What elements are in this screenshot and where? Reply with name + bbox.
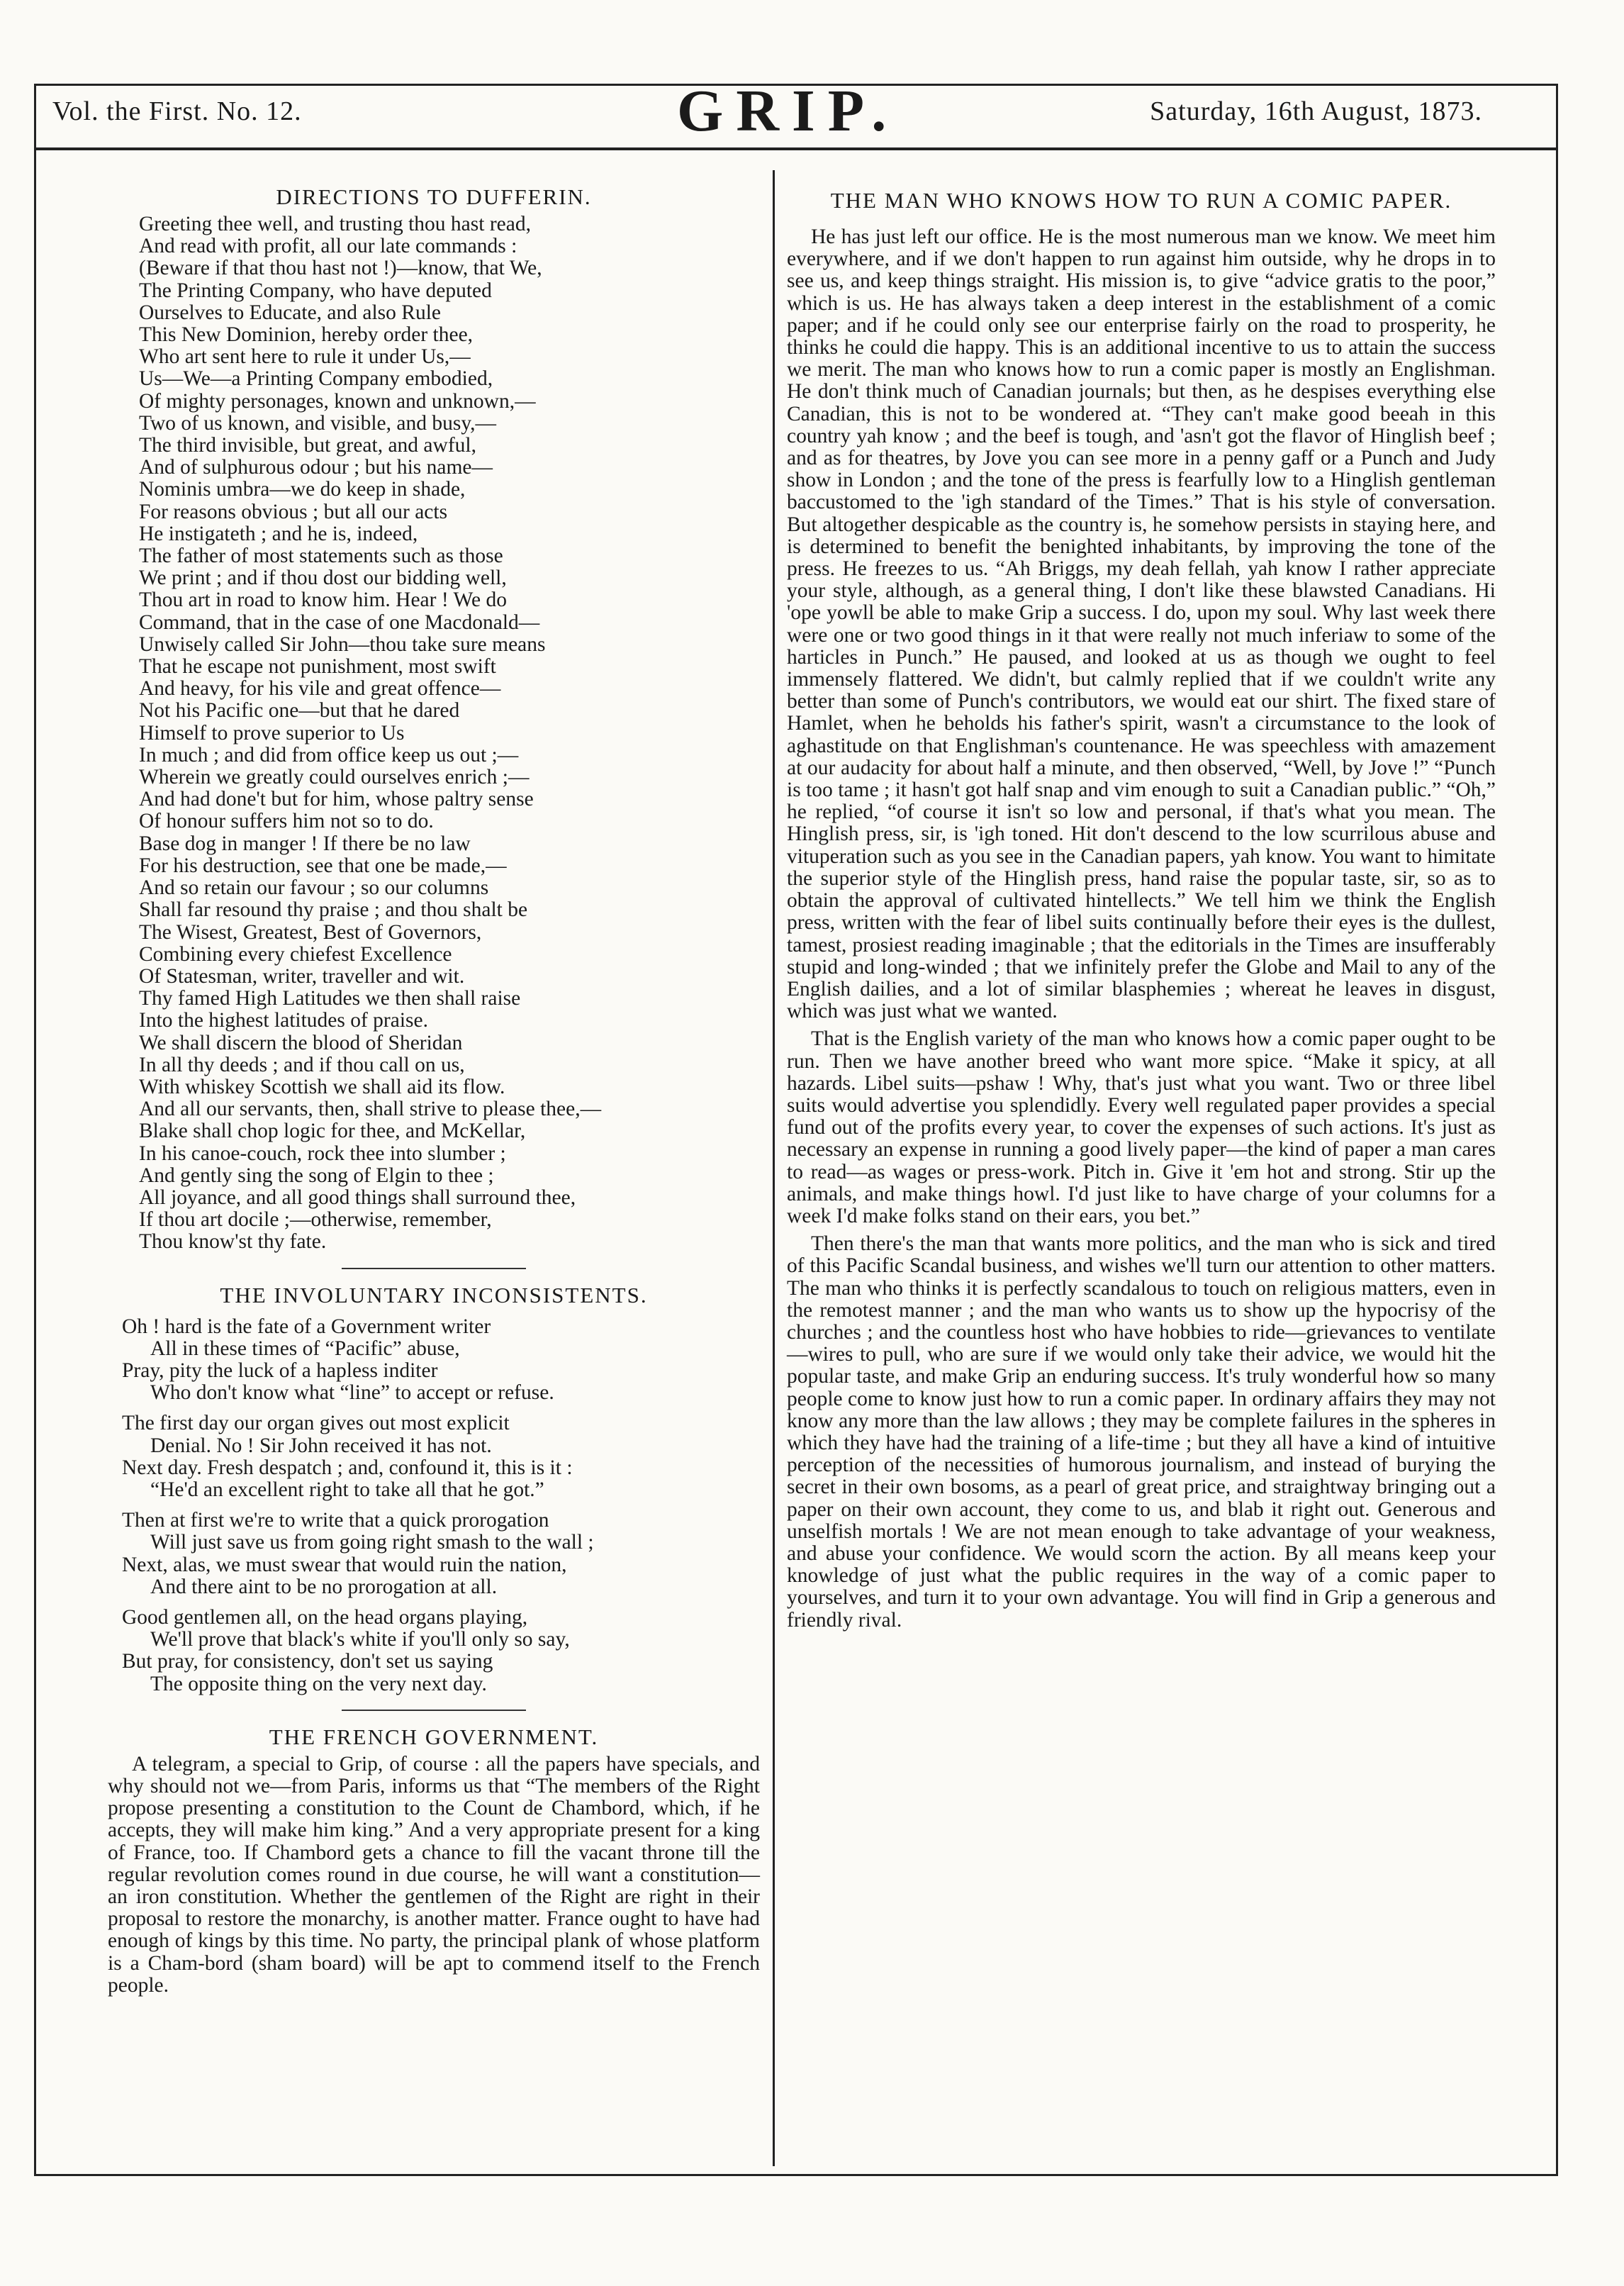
poem-line: Thy famed High Latitudes we then shall raise — [139, 987, 521, 1010]
poem-line: This New Dominion, hereby order thee, — [139, 323, 474, 347]
poem-line: Himself to prove superior to Us — [139, 721, 405, 745]
article-paragraph: A telegram, a special to Grip, of course : all the papers have specials, and why should not we—from Paris, informs us that “The members of the Right propose presenting a constitution to the Count de Chambord, which, if he accepts, they will make him king.” And a very appropriate present for a king of France, too. If Chambord gets a chance to fill the vacant throne till the regular revolution comes round in due course, he will want a constitution—an iron constitution. Whether the gentlemen of the Right are right in their proposal to restore the monarchy, is another matter. France ought to have had enough of kings by this time. No party, the principal plank of whose platform is a Cham-bord (sham board) will be apt to commend itself to the French people. — [108, 1752, 760, 1997]
poem-line: And heavy, for his vile and great offence— — [139, 677, 501, 701]
poem-line: And there aint to be no prorogation at all. — [150, 1575, 498, 1598]
poem-line: Ourselves to Educate, and also Rule — [139, 301, 441, 324]
volume-number: Vol. the First. No. 12. — [52, 96, 302, 126]
poem-line: Next, alas, we must swear that would ruin the nation, — [122, 1553, 567, 1576]
stanza — [108, 1510, 760, 1598]
poem-line: We'll prove that black's white if you'll only so say, — [150, 1628, 570, 1651]
poem-line: All joyance, and all good things shall surround thee, — [139, 1186, 576, 1209]
poem-line: Base dog in manger ! If there be no law — [139, 832, 471, 855]
poem-line: For reasons obvious ; but all our acts — [139, 500, 448, 523]
poem-line: And gently sing the song of Elgin to thee ; — [139, 1164, 494, 1187]
poem-line: The Printing Company, who have deputed — [139, 279, 492, 302]
poem-line: We shall discern the blood of Sheridan — [139, 1031, 463, 1054]
stanza — [108, 1412, 760, 1501]
poem-line: Of Statesman, writer, traveller and wit. — [139, 964, 465, 988]
article-title-french-government: THE FRENCH GOVERNMENT. — [269, 1724, 599, 1749]
poem-line: Then at first we're to write that a quick prorogation — [122, 1509, 549, 1532]
column-divider — [773, 170, 775, 2166]
separator — [342, 1268, 526, 1269]
poem-line: Wherein we greatly could ourselves enrich ;— — [139, 766, 530, 789]
poem-line: Nominis umbra—we do keep in shade, — [139, 478, 466, 501]
poem-line: Blake shall chop logic for thee, and McKellar, — [139, 1120, 526, 1143]
poem-line: Next day. Fresh despatch ; and, confound it, this is it : — [122, 1456, 573, 1479]
poem-line: Shall far resound thy praise ; and thou shalt be — [139, 898, 528, 922]
article-french-government — [108, 1753, 760, 1997]
poem-line: That he escape not punishment, most swift — [139, 655, 496, 679]
bottom-rule — [34, 2174, 1558, 2176]
article-paragraph: That is the English variety of the man who knows how a comic paper ought to be run. Then we have another breed who want more spice. “Make it spicy, at all hazards. Libel suits—pshaw ! Why, that's just what you want. Two or three libel suits would advertise you splendidly. Every well regulated paper provides a special fund out of the profits every year, to cover the expenses of such actions. It's just as necessary an expense in running a good lively paper—the kind of paper a man cares to read—as wages or press-work. Pitch in. Give it 'em hot and strong. Stir up the animals, and make things howl. I'd just like to have charge of your columns for a week I'd make folks stand on their ears, you bet.” — [787, 1027, 1496, 1227]
poem-line: In his canoe-couch, rock thee into slumber ; — [139, 1142, 506, 1165]
right-border — [1556, 84, 1558, 2175]
poem-line: (Beware if that thou hast not !)—know, that We, — [139, 257, 542, 280]
newspaper-title: GRIP. — [677, 78, 900, 144]
left-column — [108, 181, 760, 2002]
poem-line: Command, that in the case of one Macdonald— — [139, 610, 540, 634]
poem-line: Greeting thee well, and trusting thou hast read, — [139, 213, 531, 235]
article-paragraph: Then there's the man that wants more politics, and the man who is sick and tired of this Pacific Scandal business, and wishes we'll turn our attention to other matters. The man who thinks it is perfectly scandalous to touch on religious matters, even in the remotest manner ; and the man who wants us to show up the hypocrisy of the churches ; and the countless host who have hobbies to ride—grievances to ventilate—wires to pull, who are sure if we would only take their advice, we would hit the popular taste, and make Grip an enduring success. It's truly wonderful how so many people come to know just how to run a comic paper. In ordinary affairs they may not know any more than the law allows ; they may be complete failures in the spheres in which they have had the training of a life-time ; but they all have a kind of intuitive perception of the necessities of humorous journalism, and instead of burying the secret in their own bosoms, as a pearl of great price, and straightway bringing out a paper on their own account, they come to us, and blab it right out. Generous and unselfish mortals ! We are not mean enough to take advantage of your weakness, and abuse your confidence. We would scorn the action. By all means keep your knowledge of just what the public requires in the way of a comic paper to yourselves, and turn it to your own advantage. You will find in Grip a generous and friendly rival. — [787, 1232, 1496, 1632]
poem-line: If thou art docile ;—otherwise, remember, — [139, 1208, 492, 1232]
article-comic-paper — [787, 226, 1496, 1632]
poem-title-inconsistents: THE INVOLUNTARY INCONSISTENTS. — [220, 1282, 648, 1308]
poem-line: Thou art in road to know him. Hear ! We do — [139, 589, 507, 612]
poem-line: The Wisest, Greatest, Best of Governors, — [139, 920, 482, 944]
right-column — [787, 181, 1496, 1637]
stanza — [108, 1316, 760, 1405]
poem-line: The opposite thing on the very next day. — [150, 1672, 487, 1695]
poem-line: Of mighty personages, known and unknown,— — [139, 389, 536, 413]
poem-line: Two of us known, and visible, and busy,— — [139, 411, 497, 435]
poem-line: We print ; and if thou dost our bidding well, — [139, 567, 507, 590]
article-paragraph: He has just left our office. He is the most numerous man we know. We meet him everywhere, and if we don't happen to run against him outside, why he drops in to see us, and keep things straight. His mission is, to give “advice gratis to the poor,” which is us. He has always taken a deep interest in the establishment of a comic paper; and if he could only see our enterprise fairly on the road to prosperity, he thinks he could die happy. This is an additional incentive to us to attain the success we merit. The man who knows how to run a comic paper is mostly an Englishman. He don't think much of Canadian journals; but then, as he despises everything else Canadian, this is not to be wondered at. “They can't make good beeah in this country yah know ; and the beef is tough, and 'asn't got the flavor of Hinglish beef ; and as for theatres, by Jove you can see more in a penny gaff or a Punch and Judy show in London ; and the tone of the press is fearfully low to a Hinglish gentleman baccustomed to the 'igh standard of the Times.” That is his style of conversation. But altogether despicable as the country is, he somehow persists in staying here, and is determined to benefit the benighted inhabitants, by improving the tone of the press. He freezes to us. “Ah Briggs, my deah fellah, yah know I rather appreciate your style, although, as a general thing, I don't like these blawsted Canadians. Hi 'ope yowll be able to make Grip a success. I do, upon my soul. Why last week there were one or two good things in it that were really not much inferiaw to some of the harticles in Punch.” He paused, and looked at us as though we ought to feel immensely flattered. We didn't, but calmly replied that if we couldn't write any better than some of Punch's contributors, we would eat our shirt. The fixed stare of Hamlet, when he beholds his father's spirit, wasn't a circumstance to the look of aghastitude on that Englishman's countenance. He was speechless with amazement at our audacity for about half a minute, and then observed, “Well, by Jove !” “Punch is too tame ; it hasn't got half snap and vim enough to suit a Canadian public.” “Oh,” he replied, “of course it isn't so low and personal, if that's what you mean. The Hinglish press, sir, is 'igh toned. Hit don't descend to the low scurrilous abuse and vituperation such as you see in the Canadian papers, yah know. You want to himitate the superior style of the Hinglish press, hand raise the popular taste, sir, so as to obtain the approval of cultivated hintellects.” We tell him we think the English press, written with the fear of libel suits continually before their eyes is the dullest, tamest, prosiest reading imaginable ; that the editorials in the Times are insufferably stupid and long-winded ; that we infinitely prefer the Globe and Mail to any of the English dailies, and a lot of similar blasphemies ; whereat he leaves in disgust, which was just what we wanted. — [787, 225, 1496, 1023]
separator — [342, 1710, 526, 1711]
poem-line: And all our servants, then, shall strive to please thee,— — [139, 1098, 602, 1121]
poem-line: Of honour suffers him not so to do. — [139, 810, 434, 833]
poem-line: Not his Pacific one—but that he dared — [139, 699, 460, 723]
poem-line: Good gentlemen all, on the head organs playing, — [122, 1605, 528, 1629]
poem-dufferin — [108, 213, 760, 1254]
poem-line: Oh ! hard is the fate of a Government writer — [122, 1315, 491, 1338]
poem-line: And read with profit, all our late commands : — [139, 235, 517, 258]
poem-line: Who don't know what “line” to accept or refuse. — [150, 1381, 554, 1405]
article-title-comic-paper: THE MAN WHO KNOWS HOW TO RUN A COMIC PAPER. — [830, 188, 1452, 213]
masthead-rule — [34, 147, 1558, 150]
poem-line: The third invisible, but great, and awful, — [139, 434, 476, 457]
poem-line: Thou know'st thy fate. — [139, 1230, 327, 1254]
poem-line: “He'd an excellent right to take all that he got.” — [150, 1478, 544, 1501]
poem-line: All in these times of “Pacific” abuse, — [150, 1337, 460, 1360]
poem-line: For his destruction, see that one be made,— — [139, 854, 507, 877]
poem-inconsistents — [108, 1316, 760, 1695]
poem-line: Combining every chiefest Excellence — [139, 942, 452, 966]
poem-line: Unwisely called Sir John—thou take sure means — [139, 632, 546, 656]
poem-line: The first day our organ gives out most explicit — [122, 1412, 510, 1435]
poem-line: Us—We—a Printing Company embodied, — [139, 367, 493, 391]
poem-line: In much ; and did from office keep us out ;— — [139, 743, 519, 766]
poem-line: Into the highest latitudes of praise. — [139, 1009, 428, 1032]
poem-title-dufferin: DIRECTIONS TO DUFFERIN. — [276, 184, 592, 209]
poem-line: And had done't but for him, whose paltry sense — [139, 788, 534, 811]
poem-line: Pray, pity the luck of a hapless inditer — [122, 1359, 438, 1382]
poem-line: But pray, for consistency, don't set us saying — [122, 1650, 493, 1673]
stanza — [108, 1607, 760, 1695]
poem-line: In all thy deeds ; and if thou call on us, — [139, 1053, 465, 1076]
poem-line: The father of most statements such as those — [139, 545, 503, 568]
poem-line: Will just save us from going right smash to the wall ; — [150, 1531, 594, 1554]
poem-line: And so retain our favour ; so our columns — [139, 876, 489, 900]
issue-date: Saturday, 16th August, 1873. — [1150, 96, 1482, 126]
left-border — [34, 84, 36, 2175]
poem-line: Who art sent here to rule it under Us,— — [139, 345, 471, 369]
poem-line: He instigateth ; and he is, indeed, — [139, 522, 418, 545]
poem-line: With whiskey Scottish we shall aid its flow. — [139, 1075, 505, 1098]
poem-line: And of sulphurous odour ; but his name— — [139, 456, 493, 479]
poem-line: Denial. No ! Sir John received it has not. — [150, 1434, 492, 1457]
